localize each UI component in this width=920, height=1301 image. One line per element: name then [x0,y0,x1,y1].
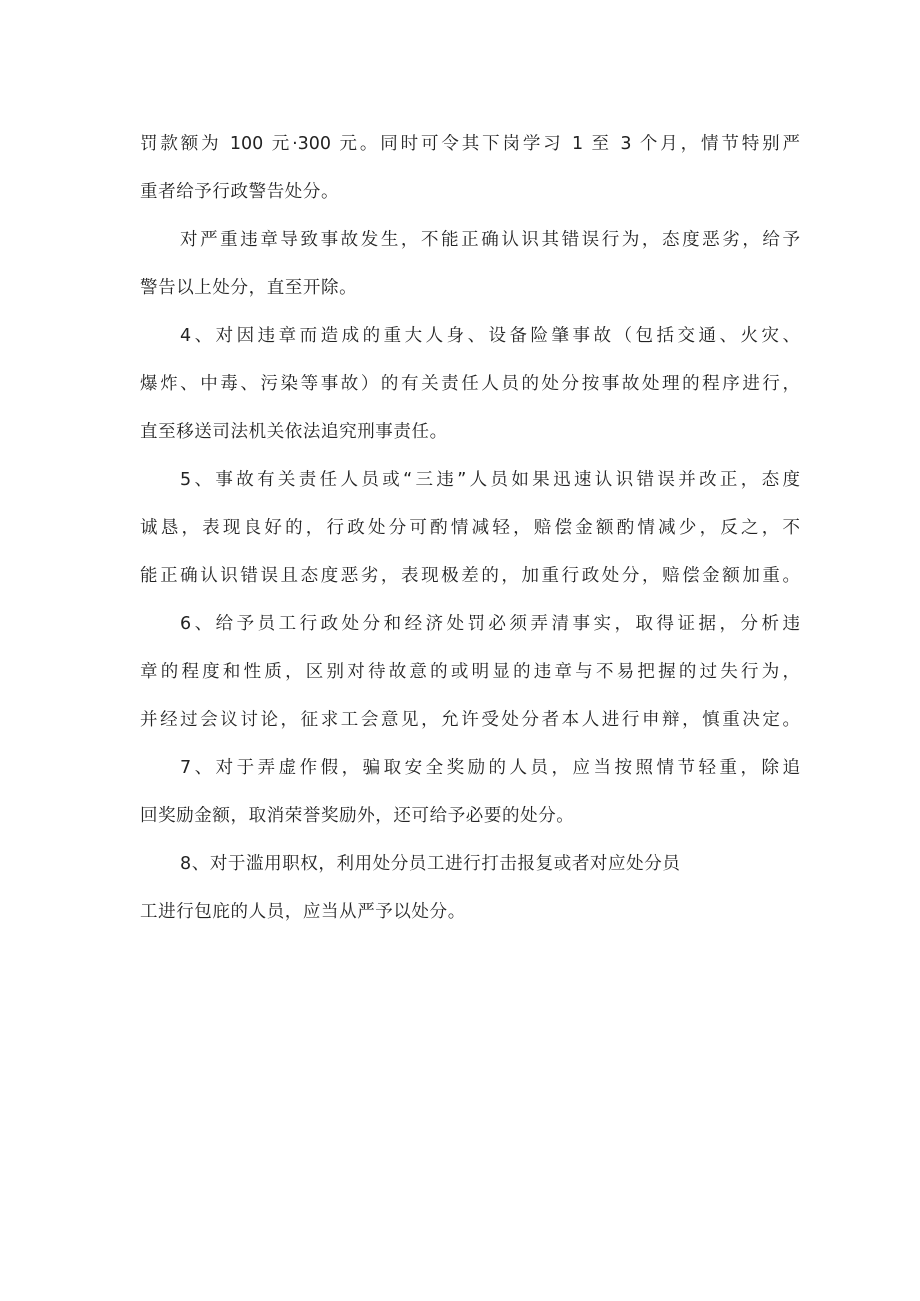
text-line: 能正确认识错误且态度恶劣，表现极差的，加重行政处分，赔偿金额加重。 [140,566,800,586]
paragraph-item-6 [140,612,800,732]
text-line: 工进行包庇的人员，应当从严予以处分。 [140,902,466,922]
text-line: 回奖励金额，取消荣誉奖励外，还可给予必要的处分。 [140,806,575,826]
text-line: 重者给予行政警告处分。 [140,182,340,202]
paragraph-item-4 [140,324,800,444]
text-line: 爆炸、中毒、污染等事故）的有关责任人员的处分按事故处理的程序进行， [140,374,800,394]
paragraph-serious-violation [140,228,800,300]
paragraph-item-8 [140,852,800,924]
text-line: 8、对于滥用职权，利用处分员工进行打击报复或者对应处分员 [180,854,681,874]
text-line: 章的程度和性质，区别对待故意的或明显的违章与不易把握的过失行为， [140,662,800,682]
text-line: 罚款额为 100 元·300 元。同时可令其下岗学习 1 至 3 个月，情节特别严 [140,134,800,154]
document-body [140,132,800,924]
text-line: 6、给予员工行政处分和经济处罚必须弄清事实，取得证据，分析违 [180,614,800,634]
text-line: 4、对因违章而造成的重大人身、设备险肇事故（包括交通、火灾、 [180,326,800,346]
text-line: 警告以上处分，直至开除。 [140,278,358,298]
text-line: 7、对于弄虚作假，骗取安全奖励的人员，应当按照情节轻重，除追 [180,758,800,778]
text-line: 并经过会议讨论，征求工会意见，允许受处分者本人进行申辩，慎重决定。 [140,710,800,730]
text-line: 5、事故有关责任人员或“三违”人员如果迅速认识错误并改正，态度 [180,470,800,490]
text-line: 对严重违章导致事故发生，不能正确认识其错误行为，态度恶劣，给予 [180,230,800,250]
paragraph-item-7 [140,756,800,828]
text-line: 诚恳，表现良好的，行政处分可酌情减轻，赔偿金额酌情减少，反之，不 [140,518,800,538]
paragraph-penalty-amount [140,132,800,204]
text-line: 直至移送司法机关依法追究刑事责任。 [140,422,448,442]
paragraph-item-5 [140,468,800,588]
